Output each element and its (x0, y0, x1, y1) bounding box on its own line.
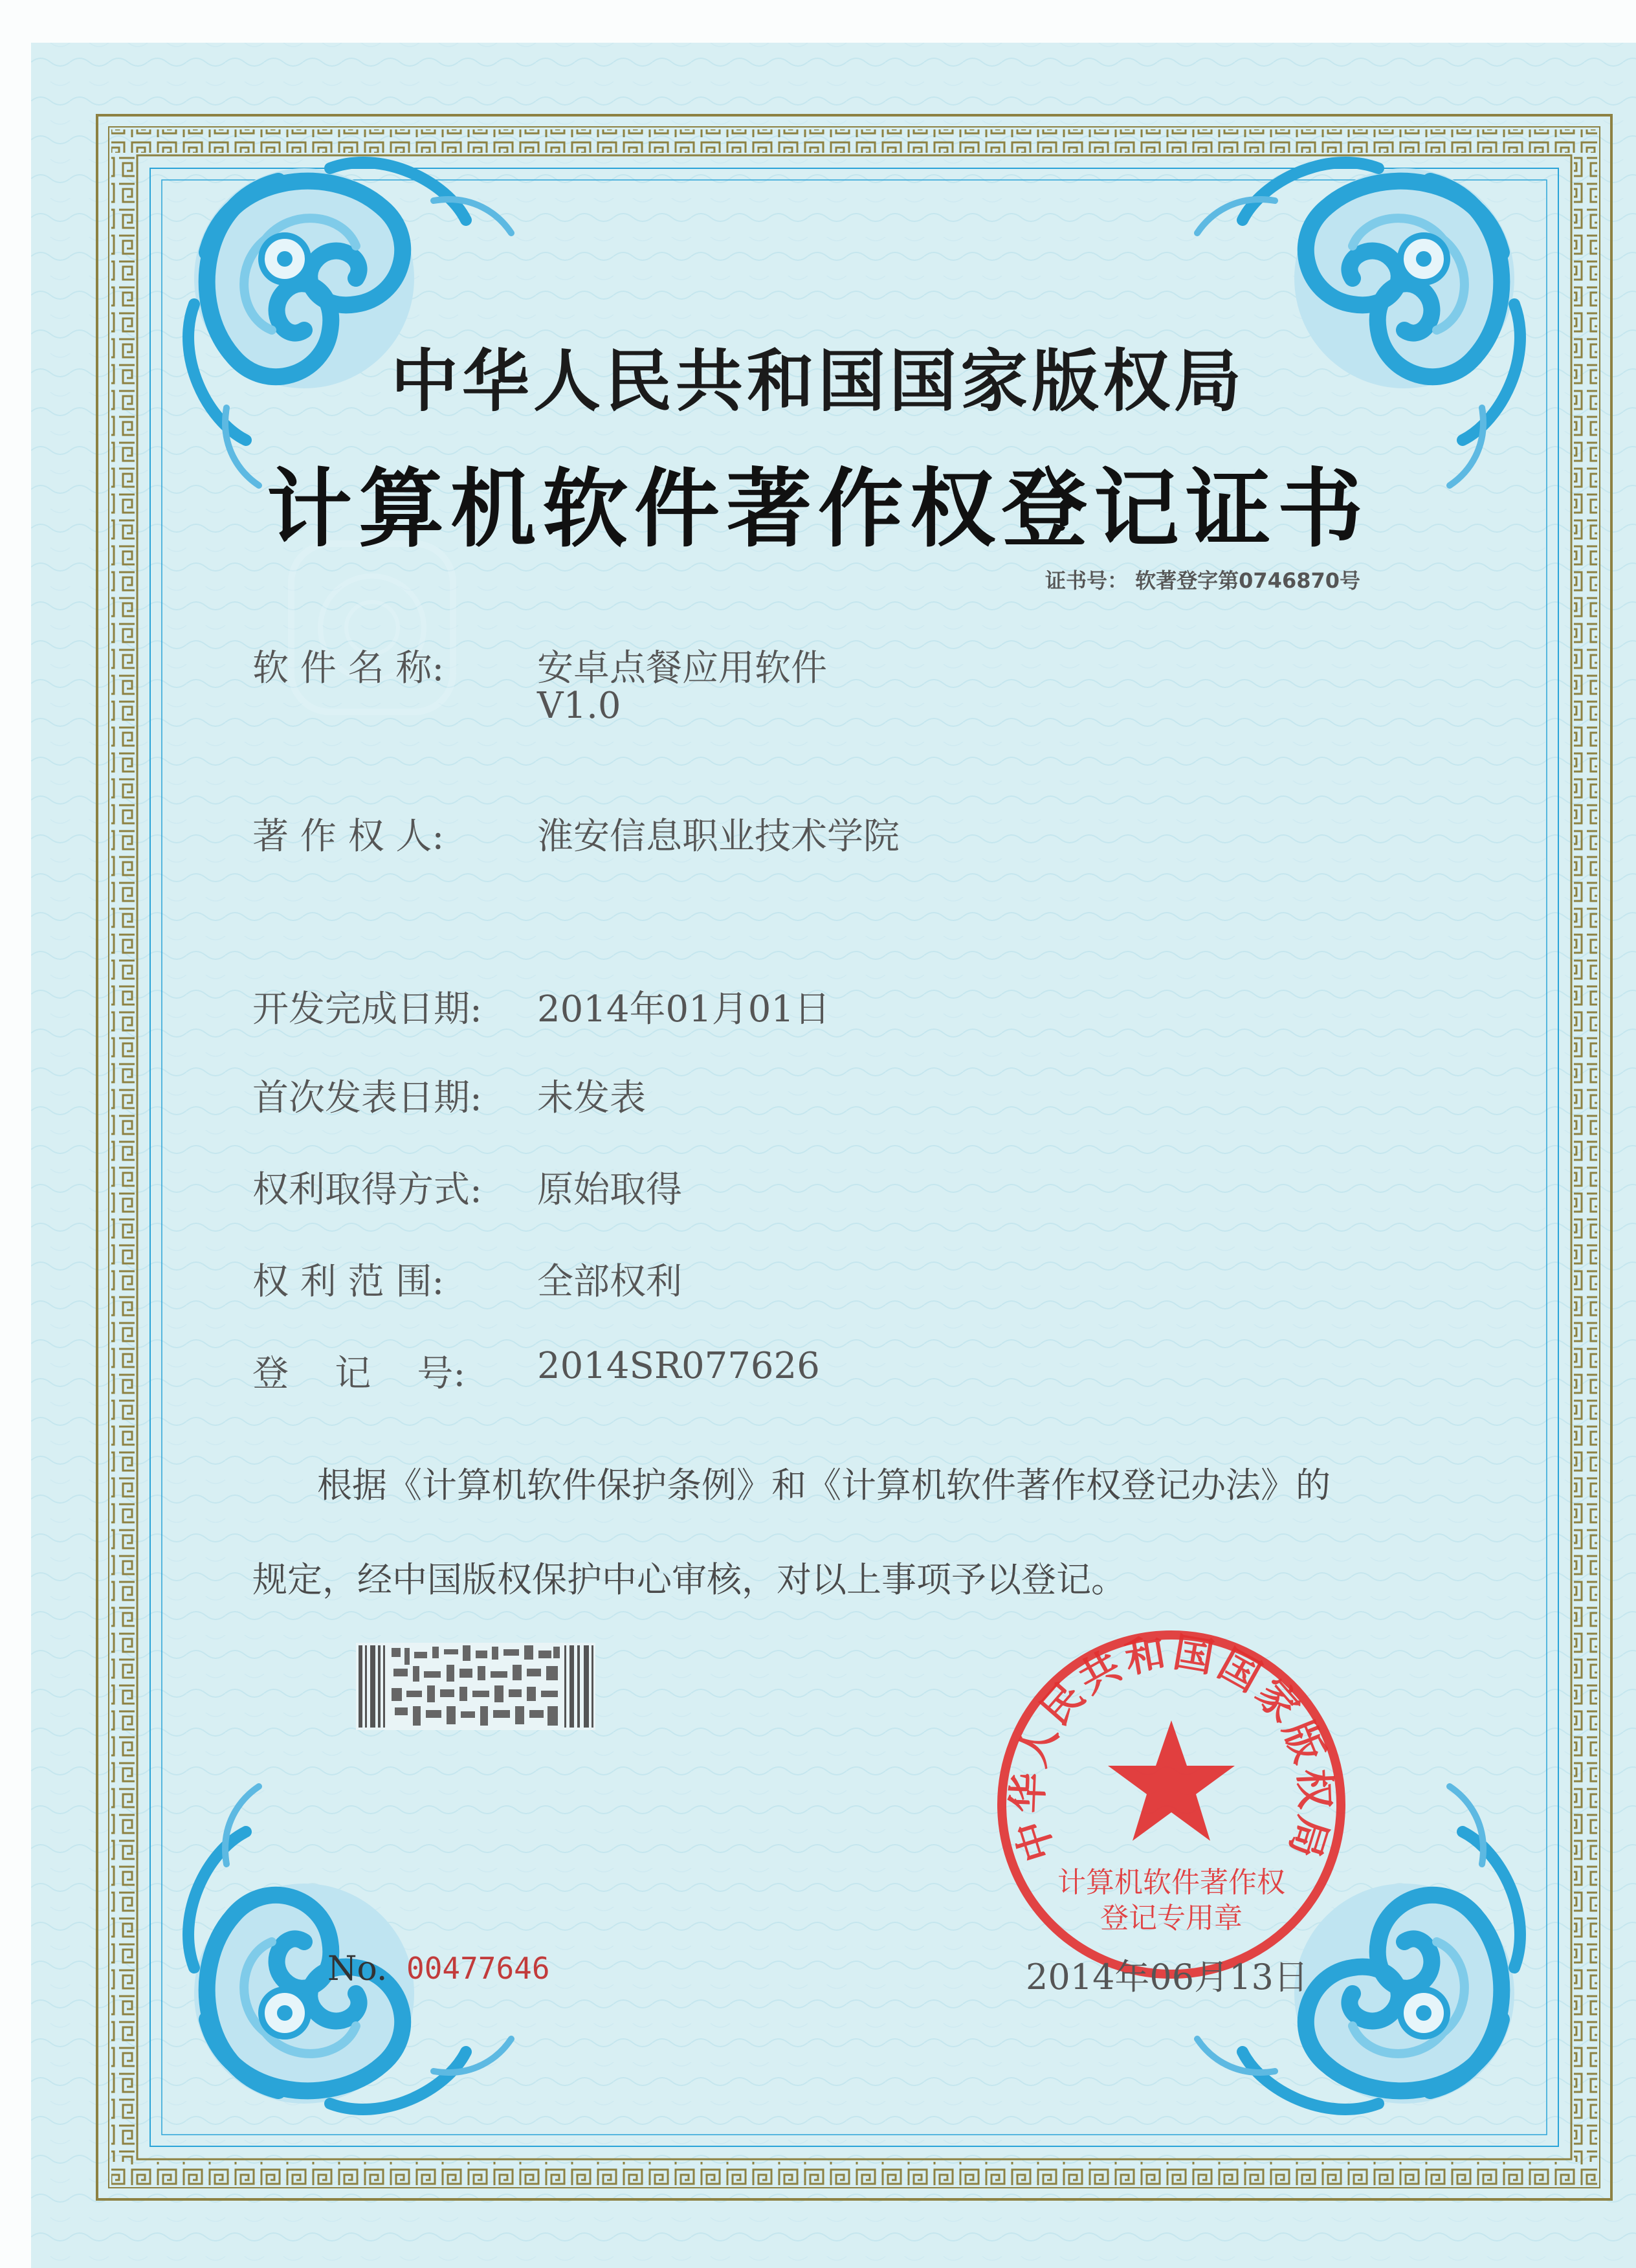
greek-key-meander-top (111, 129, 1597, 153)
star-icon (1108, 1720, 1235, 1841)
field-value-software-name: 安卓点餐应用软件 (537, 647, 827, 689)
field-value-software-version: V1.0 (537, 685, 621, 727)
issue-date: 2014年06月13日 (1026, 1957, 1309, 1997)
field-value-registration-number: 2014SR077626 (537, 1345, 820, 1387)
serial-number-value: 00477646 (406, 1951, 550, 1986)
issuing-authority-heading: 中华人民共和国国家版权局 (390, 342, 1245, 421)
certificate-title: 计算机软件著作权登记证书 (267, 459, 1369, 559)
seal-outer-text: 中华人民共和国国家版权局 (1003, 1628, 1340, 1867)
seal-inner-line-2: 登记专用章 (1100, 1902, 1243, 1935)
barcode-icon (356, 1643, 595, 1730)
body-text-line-1: 根据《计算机软件保护条例》和《计算机软件著作权登记办法》的 (317, 1465, 1331, 1506)
greek-key-meander-bottom (111, 2162, 1597, 2185)
serial-number-label: No. (327, 1950, 388, 1988)
seal-inner-line-1: 计算机软件著作权 (1057, 1866, 1285, 1899)
body-text-line-2: 规定，经中国版权保护中心审核，对以上事项予以登记。 (252, 1559, 1126, 1600)
corner-ornament-bottom-left-icon (188, 1786, 511, 2109)
field-label-software-name: 软 件 名 称: (252, 647, 445, 689)
field-label-first-publication-date: 首次发表日期: (252, 1077, 482, 1119)
field-value-first-publication-date: 未发表 (537, 1077, 646, 1119)
official-red-seal (990, 1623, 1353, 1986)
field-value-completion-date: 2014年01月01日 (537, 988, 831, 1030)
field-label-registration-number: 登 记 号: (252, 1353, 466, 1395)
field-value-acquisition-method: 原始取得 (537, 1169, 682, 1211)
field-label-rights-scope: 权 利 范 围: (252, 1261, 445, 1303)
field-label-copyright-owner: 著 作 权 人: (252, 816, 445, 858)
field-label-completion-date: 开发完成日期: (252, 988, 482, 1030)
corner-ornament-top-right-icon (1197, 162, 1520, 485)
field-label-acquisition-method: 权利取得方式: (252, 1169, 482, 1211)
certificate-number: 证书号： 软著登字第0746870号 (1045, 568, 1361, 593)
corner-ornament-top-left-icon (188, 162, 511, 485)
field-value-rights-scope: 全部权利 (537, 1261, 682, 1303)
field-value-copyright-owner: 淮安信息职业技术学院 (537, 816, 900, 858)
